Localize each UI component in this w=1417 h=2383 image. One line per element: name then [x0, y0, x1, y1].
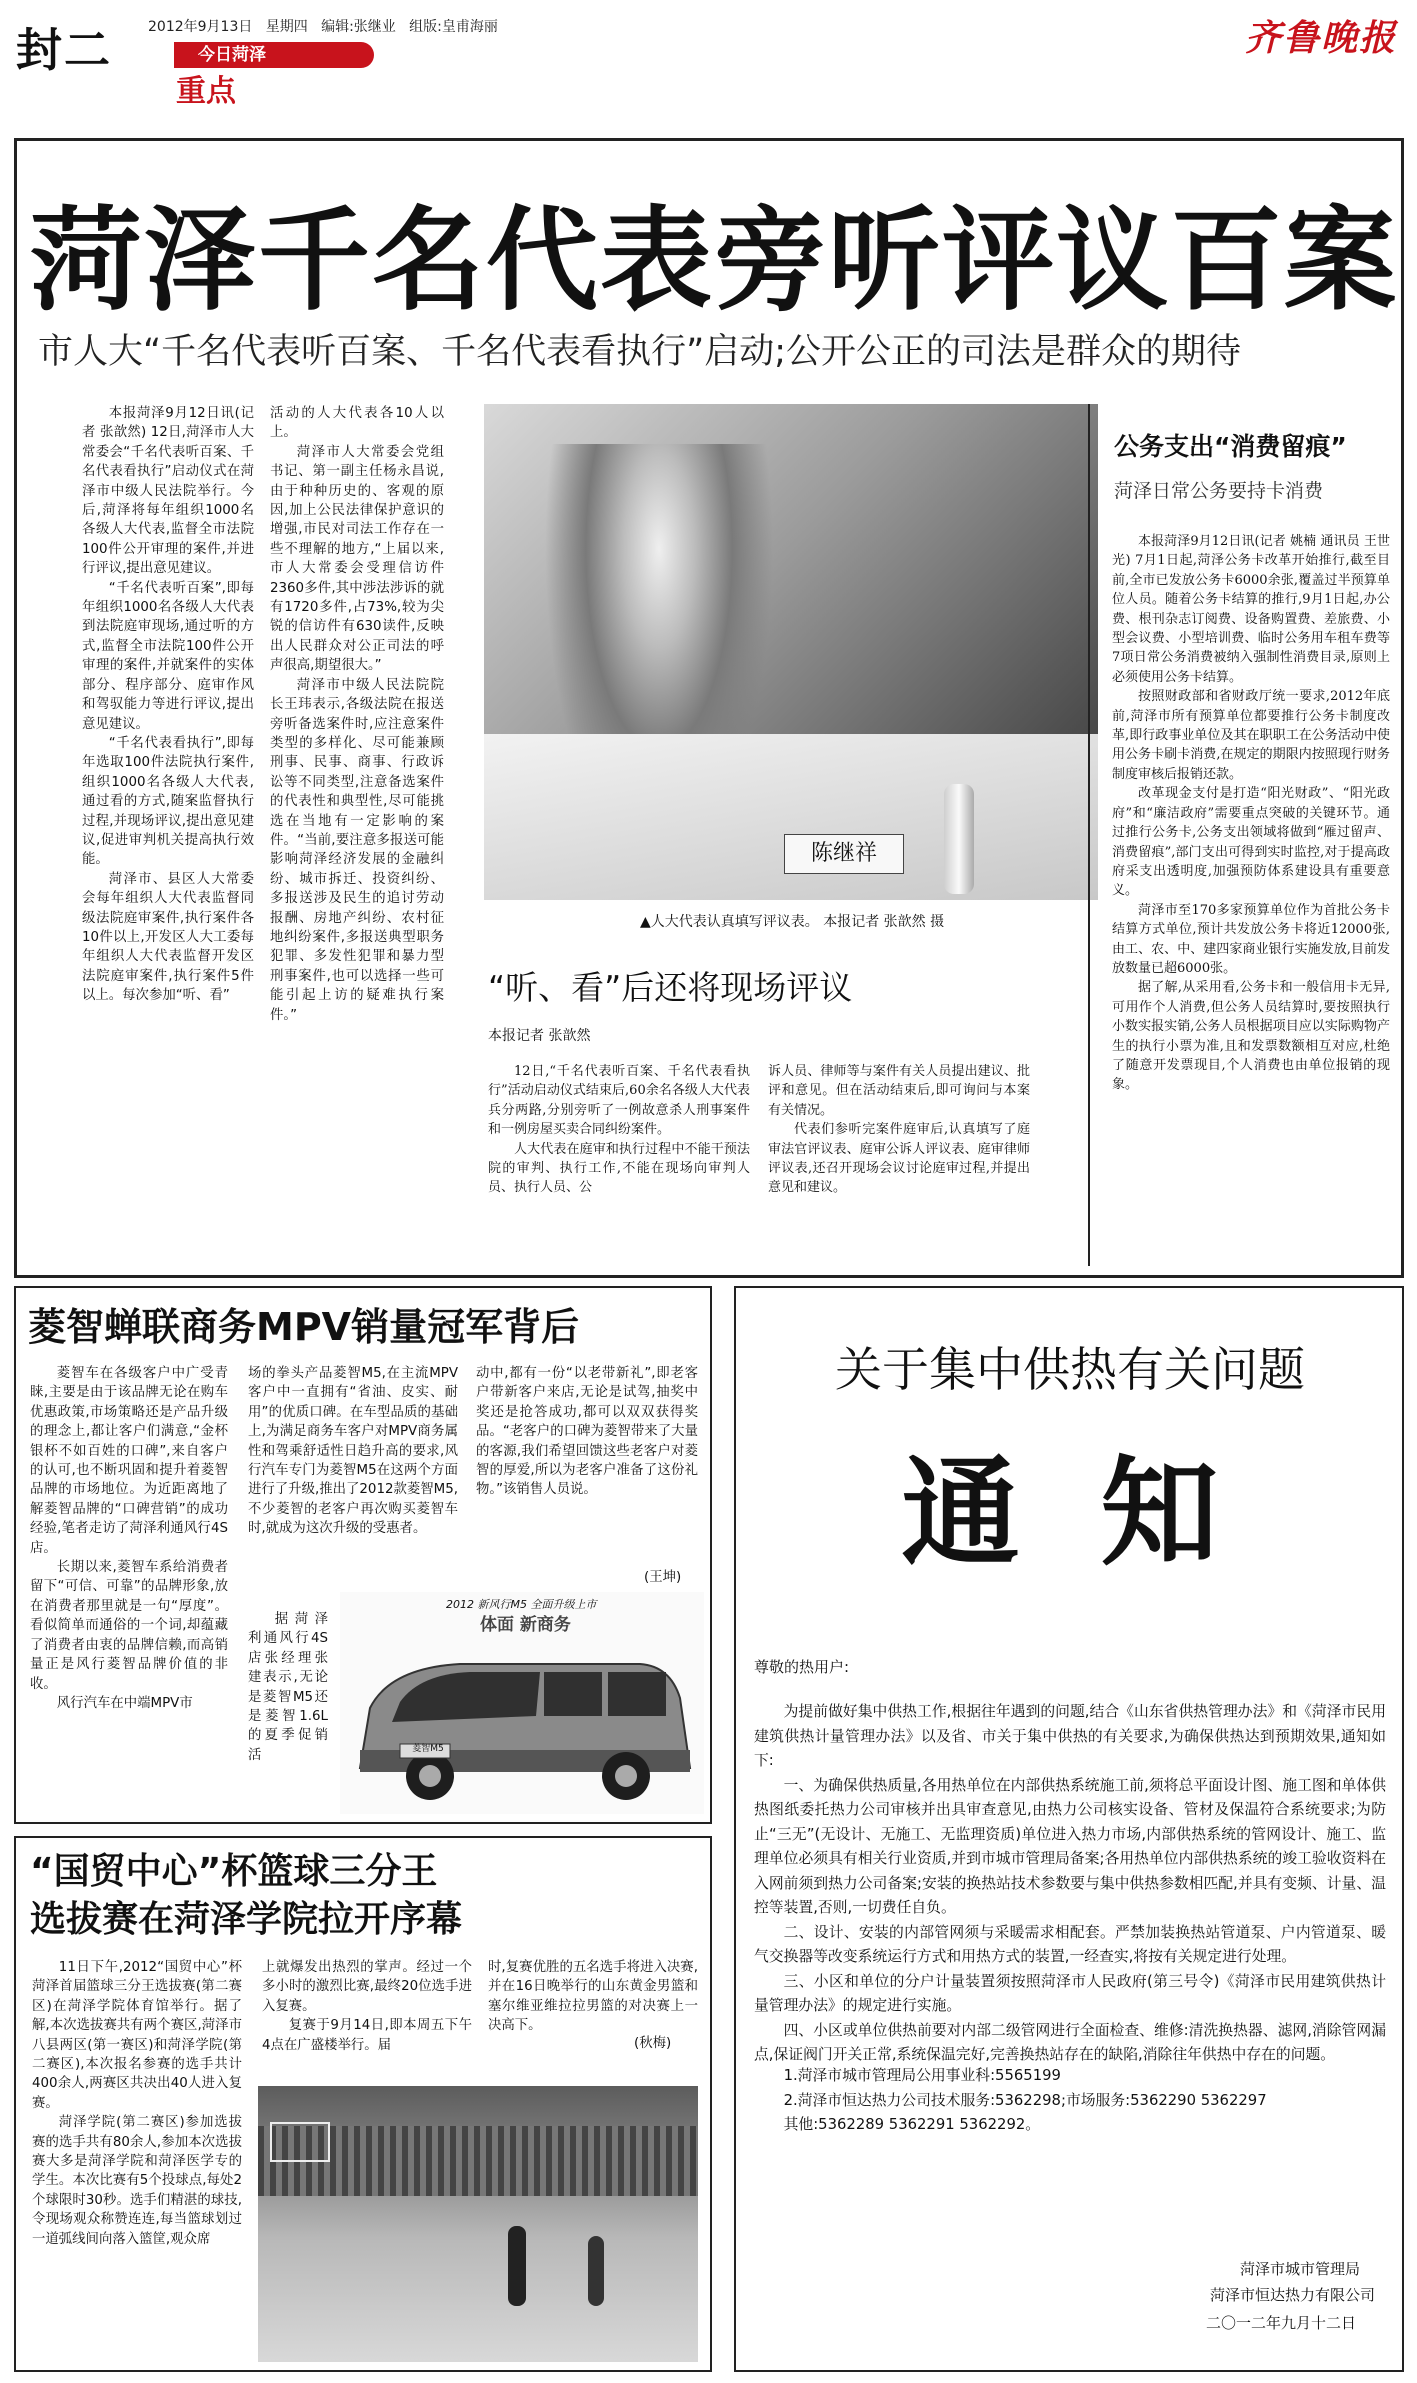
basketball-photo	[258, 2086, 698, 2362]
sub-c1-p2: 人大代表在庭审和执行过程中不能干预法院的审判、执行工作,不能在现场向审判人员、执行人员、公	[488, 1141, 750, 1196]
lead-col1-p1: 本报菏泽9月12日讯(记者 张歆然) 12日,菏泽市人大常委会“千名代表听百案、千名代表看执行”启动仪式在菏泽市中级人民法院举行。今后,菏泽将每年组织1000名各级人大代表,监督全市法院100件公开审理的案件,并进行评议,提出意见建议。	[82, 406, 254, 577]
photo-player-2	[588, 2236, 604, 2306]
mpv-headline: 菱智蝉联商务MPV销量冠军背后	[28, 1305, 580, 1349]
bb-c2-p1: 上就爆发出热烈的掌声。经过一个多小时的激烈比赛,最终20位选手进入复赛。	[262, 1960, 472, 2014]
section-tag	[174, 42, 374, 68]
mpv-column-2	[248, 1364, 458, 1604]
mpv-c2-p1: 场的拳头产品菱智M5,在主流MPV客户中一直拥有“省油、皮实、耐用”的优质口碑。在车型品质的基础上,为满足商务车客户对MPV商务属性和驾乘舒适性日趋升高的要求,风行汽车专门为菱智M5在这两个方面进行了升级,推出了2012款菱智M5,不少菱智的老客户再次购买菱智车时,就成为这次升级的受惠者。	[248, 1366, 458, 1537]
mpv-c1-p2: 长期以来,菱智车系给消费者留下“可信、可靠”的品牌形象,放在消费者那里就是一句“厚度”。看似简单而通俗的一个词,却蕴藏了消费者由衷的品牌信赖,而高销量正是风行菱智品牌价值的非收。	[30, 1560, 228, 1692]
issue-weekday: 星期四	[265, 19, 308, 35]
issue-date: 2012年9月13日	[148, 19, 253, 35]
water-bottle	[944, 784, 974, 894]
basketball-column-1	[32, 1958, 242, 2362]
lead-col2-p1: 活动的人大代表各10人以上。	[270, 406, 444, 441]
phone-line-3: 其他:5362289 5362291 5362292。	[783, 2116, 1041, 2133]
bb-c3-p1: 时,复赛优胜的五名选手将进入决赛,并在16日晚举行的山东黄金男篮和塞尔维亚维拉拉男篮的对决赛上一决高下。	[488, 1960, 698, 2034]
lead-photo-representatives	[484, 404, 1098, 900]
notice-greeting: 尊敬的热用户:	[754, 1658, 850, 1676]
bb-c1-p2: 菏泽学院(第二赛区)参加选拔赛的选手共有80余人,参加本次选拔赛大多是菏泽学院和菏泽医学专的学生。本次比赛有5个投球点,每处2个球限时30秒。选手们精湛的球技,令现场观众称赞连连,每当篮球划过一道弧线间向落入篮筐,观众席	[32, 2115, 242, 2247]
lead-col1-p3: “千名代表看执行”,即每年选取100件法院执行案件,组织1000名各级人大代表,通过看的方式,随案监督执行过程,并现场评议,提出意见建议,促进审判机关提高执行效能。	[82, 735, 254, 868]
mpv-author: (王坤)	[644, 1570, 682, 1585]
sidebar-p3: 改革现金支付是打造“阳光财政”、“阳光政府”和“廉洁政府”需要重点突破的关键环节。通过推行公务卡,公务支出领域将做到“雁过留声、消费留痕”,部门支出可得到实时监控,对于提高政府采支出透明度,加强预防体系建设具有重要意义。	[1112, 786, 1390, 899]
notice-p5: 四、小区或单位供热前要对内部二级管网进行全面检查、维修:清洗换热器、滤网,消除管网漏点,保证阀门开关正常,系统保温完好,完善换热站存在的缺陷,消除往年供热中存在的问题。	[754, 2021, 1386, 2062]
brand-logo: 齐鲁晚报	[1244, 17, 1397, 59]
sub-story-column-2	[768, 1062, 1030, 1258]
mpv-c1-p3: 风行汽车在中端MPV市	[56, 1695, 193, 1711]
sub-story-byline: 本报记者 张歆然	[488, 1028, 591, 1044]
lead-col2-p2: 菏泽市人大常委会党组书记、第一副主任杨永昌说,由于种种历史的、客观的原因,加上公民法律保护意识的增强,市民对司法工作存在一些不理解的地方,“上届以来,市人大常委会受理信访件2360多件,其中涉法涉诉的就有1720多件,占73%,较为尖锐的信访件有630读件,反映出人民群众对公正司法的呼声很高,期望很大。”	[270, 444, 444, 674]
basketball-column-3	[488, 1958, 698, 2078]
notice-p1: 为提前做好集中供热工作,根据往年遇到的问题,结合《山东省供热管理办法》和《菏泽市民用建筑供热计量管理办法》以及省、市关于集中供热的有关要求,为确保供热达到预期效果,通知如下:	[754, 1703, 1386, 1769]
bb-c2-p2: 复赛于9月14日,即本周五下午4点在广盛楼举行。届	[262, 2018, 472, 2053]
mpv-column-3	[476, 1364, 698, 1564]
mpv-c1-p1: 菱智车在各级客户中广受青睐,主要是由于该品牌无论在购车优惠政策,市场策略还是产品升级的理念上,都让客户们满意,“金杯银杯不如百姓的口碑”,来自客户的认可,也不断巩固和提升着菱智品牌的市场地位。为近距离地了解菱智品牌的“口碑营销”的成功经验,笔者走访了菏泽利通风行4S店。	[30, 1366, 228, 1556]
notice-phones	[754, 2064, 1386, 2144]
notice-body	[754, 1700, 1386, 2062]
sub-c1-p1: 12日,“千名代表听百案、千名代表看执行”活动启动仪式结束后,60余名各级人大代表兵分两路,分别旁听了一例故意杀人刑事案件和一例房屋买卖合同纠纷案件。	[488, 1064, 750, 1138]
sidebar-body	[1112, 532, 1390, 1262]
lead-headline: 菏泽千名代表旁听评议百案	[30, 196, 1398, 326]
sidebar-p2: 按照财政部和省财政厅统一要求,2012年底前,菏泽市所有预算单位都要推行公务卡制度改革,即行政事业单位及其在职职工在公务活动中使用公务卡刷卡消费,在规定的期限内按照现行财务制度审核后报销还款。	[1112, 689, 1390, 782]
sidebar-title: 公务支出“消费留痕”	[1114, 432, 1347, 461]
section-tag-text: 今日菏泽	[198, 45, 266, 65]
sidebar-p1: 本报菏泽9月12日讯(记者 姚楠 通讯员 王世光) 7月1日起,菏泽公务卡改革开始推行,截至目前,全市已发放公务卡6000余张,覆盖过半预算单位人员。随着公务卡结算的推行,9月1日起,办公费、根刊杂志订阅费、设备购置费、差旅费、小型会议费、小型培训费、临时公务用车租车费等7项日常公务消费被纳入强制性消费目录,原则上必须使用公务卡结算。	[1112, 534, 1390, 685]
section-label: 封二	[16, 23, 112, 77]
lead-col1-p2: “千名代表听百案”,即每年组织1000名各级人大代表到法院庭审现场,通过听的方式,监督全市法院100件公开审理的案件,并就案件的实体部分、程序部分、庭审作风和驾驭能力等进行评议,提出意见建议。	[82, 580, 254, 732]
notice-date: 二〇一二年九月十二日	[1206, 2314, 1357, 2332]
phone-line-2: 2.菏泽市恒达热力公司技术服务:5362298;市场服务:5362290 5362297	[783, 2091, 1267, 2109]
photo-nameplate: 陈继祥	[784, 834, 904, 874]
mpv-column-1	[30, 1364, 228, 1814]
photo-backboard	[270, 2122, 330, 2162]
mpv-van-illustration	[340, 1638, 704, 1814]
ad-tagline: 2012 新风行M5 全面升级上市	[446, 1598, 597, 1611]
mpv-c2-p2: 据菏泽利通风行4S店张经理张建表示,无论是菱智M5还是菱智1.6L的夏季促销活	[248, 1612, 328, 1763]
notice-signature-2: 菏泽市恒达热力有限公司	[1210, 2286, 1376, 2304]
mpv-ad	[340, 1592, 704, 1814]
sidebar-p4: 菏泽市至170多家预算单位作为首批公务卡结算方式单位,预计共发放公务卡将近12000张,由工、农、中、建四家商业银行实施发放,目前发放数量已超6000张。	[1112, 902, 1390, 976]
lead-column-2	[270, 404, 444, 1264]
photo-player	[508, 2226, 526, 2306]
basketball-author: (秋梅)	[634, 2036, 672, 2051]
sidebar-p5: 据了解,从采用看,公务卡和一般信用卡无异,可用作个人消费,但公务人员结算时,要按照执行小数实报实销,公务人员根据项目应以实际购物产生的执行小票为准,且和发票数额相互对应,杜绝了随意开发票现目,个人消费也由单位报销的现象。	[1112, 980, 1390, 1093]
sub-c2-p2: 代表们参听完案件庭审后,认真填写了庭审法官评议表、庭审公诉人评议表、庭审律师评议表,还召开现场会议讨论庭审过程,并提出意见和建议。	[768, 1122, 1030, 1196]
lead-col2-p3: 菏泽市中级人民法院院长王玮表示,各级法院在报送旁听备选案件时,应注意案件类型的多样化、尽可能兼顾刑事、民事、商事、行政诉讼等不同类型,注意备选案件的代表性和典型性,尽可能挑选在当地有一定影响的案件。“当前,要注意多报送可能影响菏泽经济发展的金融纠纷、城市拆迁、投资纠纷、多报送涉及民生的追讨劳动报酬、房地产纠纷、农村征地纠纷案件,多报送典型职务犯罪、多发性犯罪和暴力型刑事案件,也可以选择一些可能引起上访的疑难执行案件。”	[270, 677, 444, 1023]
sub-story-column-1	[488, 1062, 750, 1258]
lead-column-1	[82, 404, 254, 1264]
bb-c1-p1: 11日下午,2012“国贸中心”杯菏泽首届篮球三分王选拔赛(第二赛区)在菏泽学院体育馆举行。据了解,本次选拔赛共有两个赛区,菏泽市八县两区(第一赛区)和菏泽学院(第二赛区),本次报名参赛的选手共计400余人,两赛区共决出40人进入复赛。	[32, 1960, 242, 2111]
phone-line-1: 1.菏泽市城市管理局公用事业科:5565199	[783, 2067, 1061, 2084]
ad-slogan: 体面 新商务	[480, 1615, 571, 1635]
notice-p3: 二、设计、安装的内部管网须与采暖需求相配套。严禁加装换热站管道泵、户内管道泵、暖气交换器等改变系统运行方式和用热方式的装置,一经查实,将按有关规定进行处理。	[754, 1923, 1386, 1965]
notice-title-line2: 通 知	[901, 1444, 1239, 1582]
mpv-c3-p1: 动中,都有一份“以老带新礼”,即老客户带新客户来店,无论是试驾,抽奖中奖还是抢答成功,都可以双双获得奖品。“老客户的口碑为菱智带来了大量的客源,我们希望回馈这些老客户对菱智的厚爱,所以为老客户准备了这份礼物。”该销售人员说。	[476, 1366, 698, 1498]
basketball-headline-2: 选拔赛在菏泽学院拉开序幕	[30, 1899, 463, 1940]
layout-credit: 组版:皇甫海丽	[409, 19, 498, 35]
notice-p4: 三、小区和单位的分户计量装置须按照菏泽市人民政府(第三号令)《菏泽市民用建筑供热计量管理办法》的规定进行实施。	[754, 1972, 1386, 2014]
notice-signature-1: 菏泽市城市管理局	[1240, 2260, 1361, 2278]
mpv-column-2b	[248, 1610, 328, 1814]
mpv-plate: 菱智M5	[412, 1744, 444, 1754]
masthead-meta	[148, 18, 498, 36]
photo-table	[484, 734, 1098, 900]
column-label: 重点	[176, 74, 236, 109]
sidebar-subtitle: 菏泽日常公务要持卡消费	[1114, 480, 1324, 502]
sidebar-divider	[1088, 404, 1090, 1266]
notice-title-line1: 关于集中供热有关问题	[835, 1343, 1305, 1398]
lead-photo-caption: ▲人大代表认真填写评议表。 本报记者 张歆然 摄	[640, 914, 945, 930]
basketball-headline-1: “国贸中心”杯篮球三分王	[30, 1851, 438, 1892]
lead-subhead: 市人大“千名代表听百案、千名代表看执行”启动;公开公正的司法是群众的期待	[38, 332, 1242, 372]
sub-c2-p1: 诉人员、律师等与案件有关人员提出建议、批评和意见。但在活动结束后,即可询问与本案有关情况。	[768, 1064, 1030, 1118]
editor-credit: 编辑:张继业	[321, 19, 396, 35]
lead-col1-p4: 菏泽市、县区人大常委会每年组织人大代表监督同级法院庭审案件,执行案件各10件以上,开发区人大工委每年组织人大代表监督开发区法院庭审案件,执行案件5件以上。每次参加“听、看”	[82, 871, 254, 1004]
basketball-column-2	[262, 1958, 472, 2078]
notice-p2: 一、为确保供热质量,各用热单位在内部供热系统施工前,须将总平面设计图、施工图和单体供热图纸委托热力公司审核并出具审查意见,由热力公司核实设备、管材及保温符合系统要求;为防止“三无”(无设计、无施工、无监理资质)单位进入热力市场,内部供热系统的管网设计、施工、监理单位必须具有相关行业资质,并到市城市管理局备案;各用热单位内部供热系统的竣工验收资料在入网前须到热力公司备案;安装的换热站技术参数要与集中供热参数相匹配,并具有变频、计量、温控等装置,否则,一切费任自负。	[754, 1776, 1386, 1916]
sub-story-title: “听、看”后还将现场评议	[488, 968, 853, 1007]
